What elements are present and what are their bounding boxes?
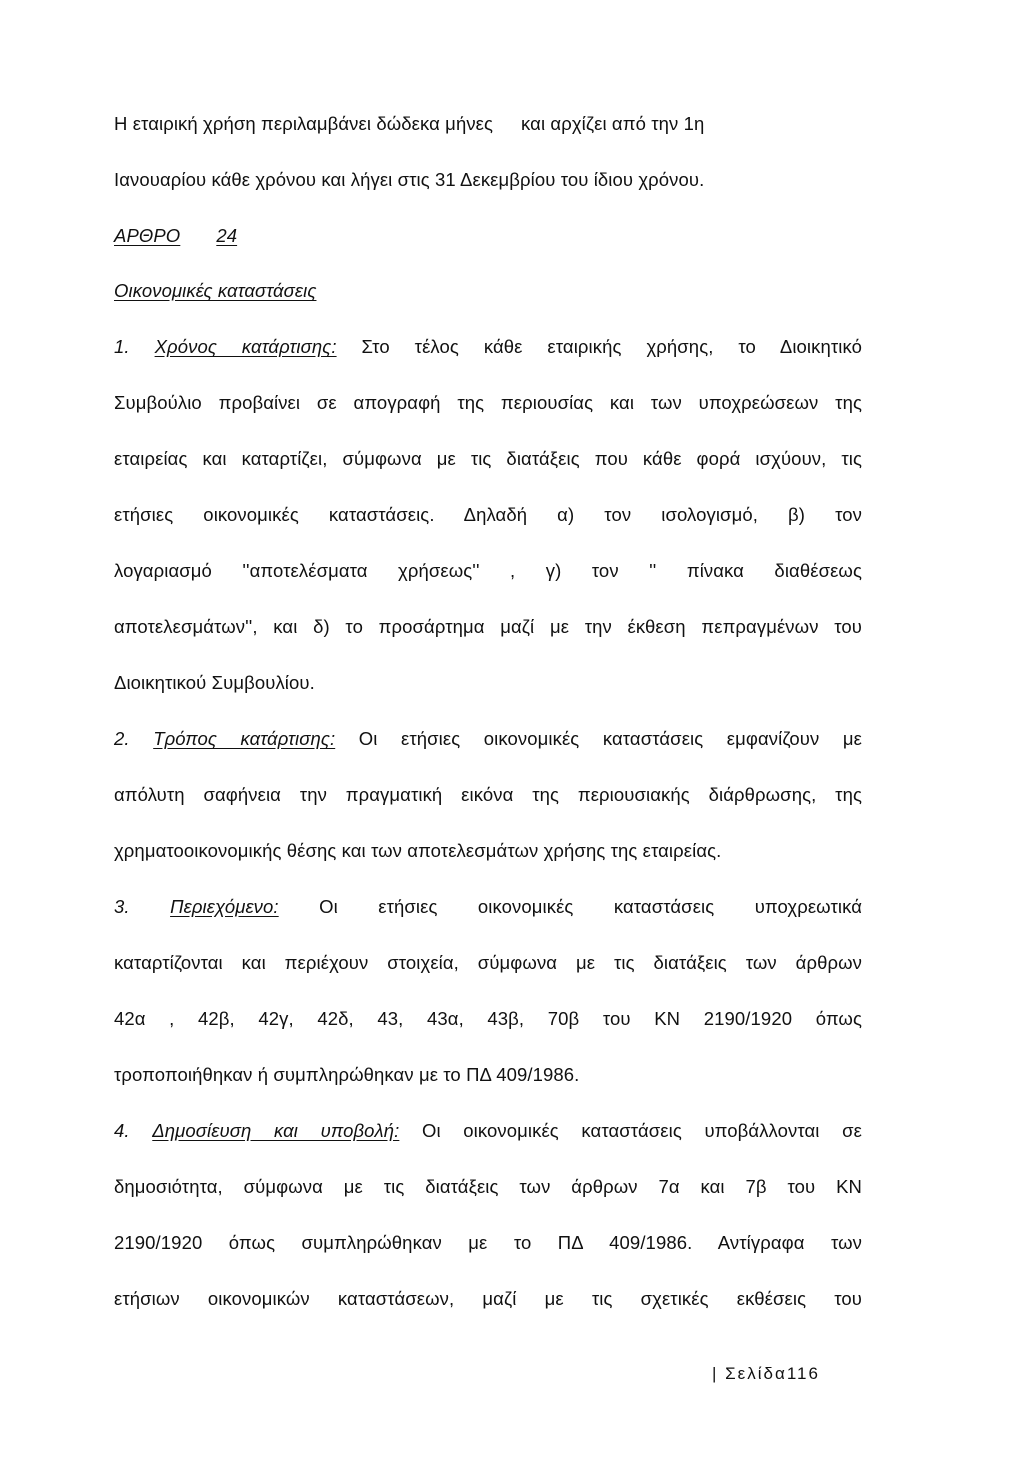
- section-1-line-7: Διοικητικού Συμβουλίου.: [114, 672, 315, 693]
- section-1-heading: Χρόνος κατάρτισης:: [154, 336, 337, 357]
- section-3-heading: Περιεχόμενο:: [170, 896, 279, 917]
- section-2-line-1: [114, 727, 862, 751]
- footer-page-number: 116: [786, 1364, 820, 1383]
- section-3-line-4: τροποποιήθηκαν ή συμπληρώθηκαν με το ΠΔ 409/1986.: [114, 1064, 580, 1085]
- section-3-line-3: 42α , 42β, 42γ, 42δ, 43, 43α, 43β, 70β του ΚΝ 2190/1920 όπως: [114, 1008, 862, 1029]
- footer-page-label: Σελίδα: [725, 1364, 787, 1383]
- section-2-heading: Τρόπος κατάρτισης:: [153, 728, 336, 749]
- section-4-line-3: 2190/1920 όπως συμπληρώθηκαν με το ΠΔ 409/1986. Αντίγραφα των: [114, 1232, 862, 1253]
- section-3-text: Οι ετήσιες οικονομικές καταστάσεις υποχρεωτικά: [319, 896, 862, 917]
- article-label: ΑΡΘΡΟ: [114, 225, 181, 246]
- section-4-line-2: δημοσιότητα, σύμφωνα με τις διατάξεις των άρθρων 7α και 7β του ΚΝ: [114, 1176, 862, 1197]
- article-heading: [114, 224, 862, 248]
- section-3-line-1: [114, 895, 862, 919]
- section-1-line-4: ετήσιες οικονομικές καταστάσεις. Δηλαδή α) τον ισολογισμό, β) τον: [114, 504, 862, 525]
- intro-line-1-part-a: Η εταιρική χρήση περιλαμβάνει δώδεκα μήνες: [114, 113, 494, 134]
- article-number: 24: [216, 225, 238, 246]
- section-4-number: 4.: [114, 1120, 130, 1141]
- section-1-line-1: [114, 335, 862, 359]
- section-4-line-4: ετήσιων οικονομικών καταστάσεων, μαζί με τις σχετικές εκθέσεις του: [114, 1288, 862, 1309]
- section-4-heading: Δημοσίευση και υποβολή:: [152, 1120, 400, 1141]
- page-footer: [712, 1364, 820, 1384]
- section-1-line-5: λογαριασμό ''αποτελέσματα χρήσεως'' , γ) τον '' πίνακα διαθέσεως: [114, 560, 862, 581]
- section-3-line-2: καταρτίζονται και περιέχουν στοιχεία, σύμφωνα με τις διατάξεις των άρθρων: [114, 952, 862, 973]
- section-2-line-2: απόλυτη σαφήνεια την πραγματική εικόνα της περιουσιακής διάρθρωσης, της: [114, 784, 862, 805]
- section-1-number: 1.: [114, 336, 130, 357]
- intro-line-2: Ιανουαρίου κάθε χρόνου και λήγει στις 31 Δεκεμβρίου του ίδιου χρόνου.: [114, 169, 705, 190]
- section-1-line-3: εταιρείας και καταρτίζει, σύμφωνα με τις διατάξεις που κάθε φορά ισχύουν, τις: [114, 448, 862, 469]
- section-1-text: Στο τέλος κάθε εταιρικής χρήσης, το Διοικητικό: [361, 336, 862, 357]
- section-4-text: Οι οικονομικές καταστάσεις υποβάλλονται σε: [421, 1120, 862, 1141]
- section-4-line-1: [114, 1119, 862, 1143]
- section-1-line-2: Συμβούλιο προβαίνει σε απογραφή της περιουσίας και των υποχρεώσεων της: [114, 392, 862, 413]
- section-1-line-6: αποτελεσμάτων'', και δ) το προσάρτημα μαζί με την έκθεση πεπραγμένων του: [114, 616, 862, 637]
- article-title: Οικονομικές καταστάσεις: [114, 280, 317, 301]
- intro-line-1-part-b: και αρχίζει από την 1η: [521, 113, 705, 134]
- footer-separator: |: [712, 1364, 719, 1383]
- section-2-number: 2.: [114, 728, 130, 749]
- section-3-number: 3.: [114, 896, 130, 917]
- intro-line-1: [114, 112, 862, 136]
- section-2-text: Οι ετήσιες οικονομικές καταστάσεις εμφανίζουν με: [358, 728, 862, 749]
- section-2-line-3: χρηματοοικονομικής θέσης και των αποτελεσμάτων χρήσης της εταιρείας.: [114, 840, 722, 861]
